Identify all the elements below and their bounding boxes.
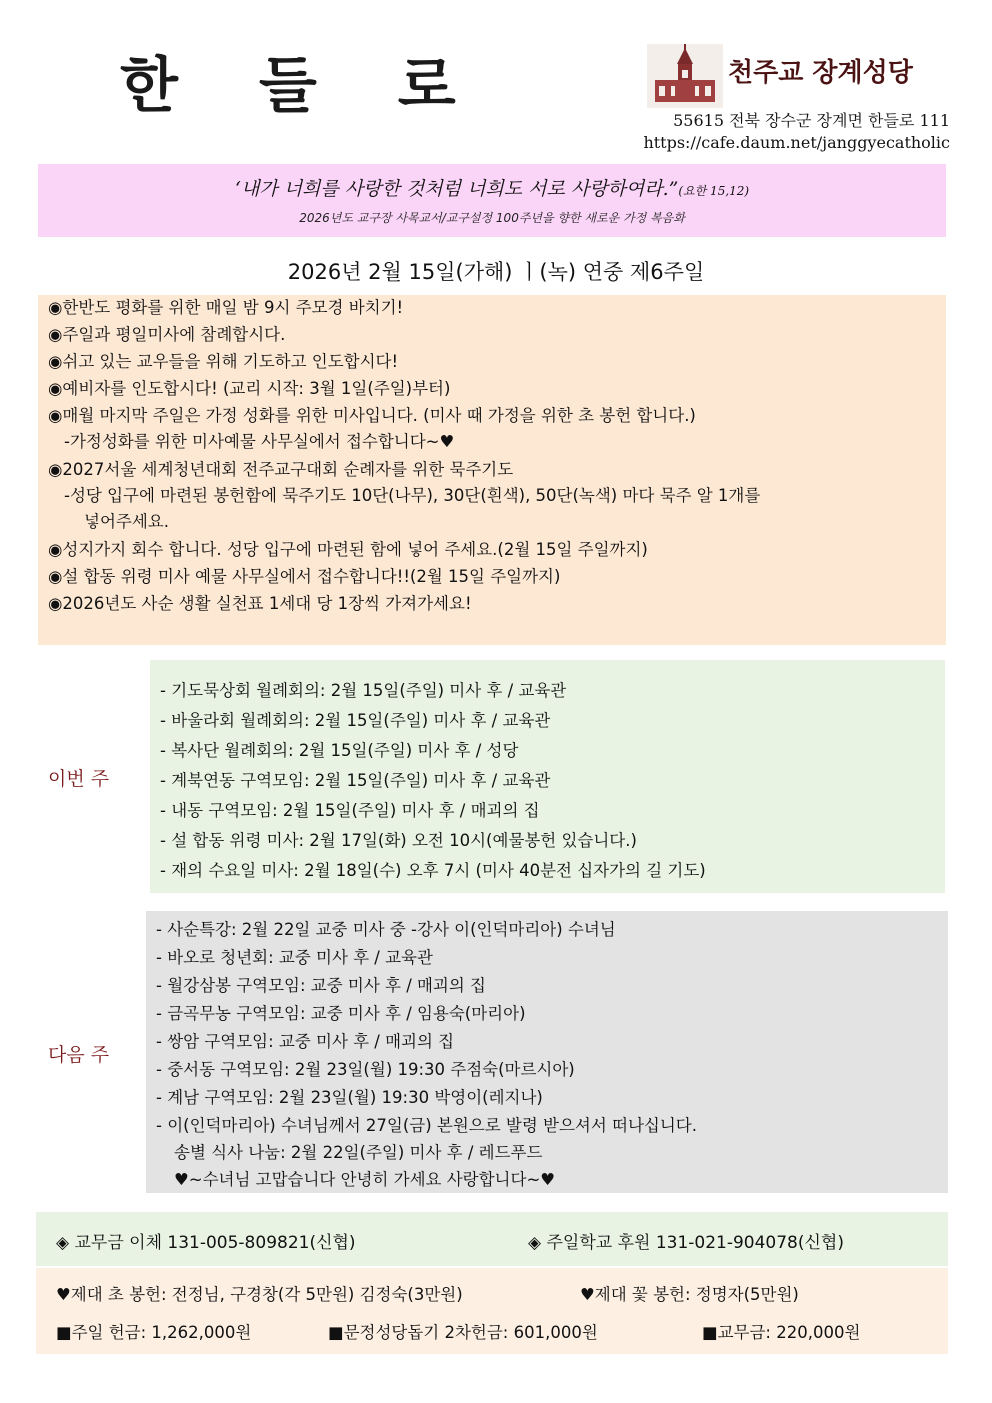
bible-verse bbox=[38, 174, 946, 201]
schedule-item: - 복사단 월례회의: 2월 15일(주일) 미사 후 / 성당 bbox=[160, 741, 519, 760]
address-block bbox=[643, 110, 950, 154]
account-section bbox=[36, 1212, 948, 1266]
sunday-school-account: ◈ 주일학교 후원 131-021-904078(신협) bbox=[528, 1233, 844, 1253]
pastoral-motto: 2026년도 교구장 사목교서/교구설정 100주년을 향한 새로운 가정 복음화 bbox=[299, 211, 685, 225]
notice-item: ◉매월 마지막 주일은 가정 성화를 위한 미사입니다. (미사 때 가정을 위한 초 봉헌 합니다.) bbox=[48, 406, 696, 425]
schedule-item: - 기도묵상회 월례회의: 2월 15일(주일) 미사 후 / 교육관 bbox=[160, 681, 567, 700]
verse-banner bbox=[38, 164, 946, 237]
verse-text: ‘내가 너희를 사랑한 것처럼 너희도 서로 사랑하여라.” bbox=[234, 178, 679, 200]
schedule-item: - 이(인덕마리아) 수녀님께서 27일(금) 본원으로 발령 받으셔서 떠나십니다. bbox=[156, 1116, 697, 1135]
notice-item: ◉한반도 평화를 위한 매일 밤 9시 주모경 바치기! bbox=[48, 298, 404, 317]
schedule-subitem: ♥~수녀님 고맙습니다 안녕히 가세요 사랑합니다~♥ bbox=[174, 1170, 556, 1189]
notice-subitem: 넣어주세요. bbox=[84, 512, 169, 531]
schedule-item: - 내동 구역모임: 2월 15일(주일) 미사 후 / 매괴의 집 bbox=[160, 801, 540, 820]
schedule-item: - 바오로 청년회: 교중 미사 후 / 교육관 bbox=[156, 948, 433, 967]
notice-section bbox=[38, 295, 946, 645]
cafe-url: https://cafe.daum.net/janggyecatholic bbox=[643, 133, 950, 152]
church-address: 55615 전북 장수군 장계면 한들로 111 bbox=[673, 111, 950, 130]
notice-item: ◉성지가지 회수 합니다. 성당 입구에 마련된 함에 넣어 주세요.(2월 15일 주일까지) bbox=[48, 540, 648, 559]
schedule-item: - 쌍암 구역모임: 교중 미사 후 / 매괴의 집 bbox=[156, 1032, 455, 1051]
notice-item: ◉주일과 평일미사에 참례합시다. bbox=[48, 325, 286, 344]
altar-candle-offering: ♥제대 초 봉헌: 전정님, 구경창(각 5만원) 김정숙(3만원) bbox=[56, 1285, 463, 1304]
schedule-item: - 계남 구역모임: 2월 23일(월) 19:30 박영이(레지나) bbox=[156, 1088, 543, 1107]
next-week-label: 다음 주 bbox=[48, 1044, 110, 1066]
this-week-schedule bbox=[150, 660, 945, 893]
notice-item: ◉2027서울 세계청년대회 전주교구대회 순례자를 위한 묵주기도 bbox=[48, 460, 514, 479]
notice-item: ◉2026년도 사순 생활 실천표 1세대 당 1장씩 가져가세요! bbox=[48, 594, 472, 613]
masthead-title: 한 들 로 bbox=[120, 51, 486, 121]
schedule-item: - 금곡무농 구역모임: 교중 미사 후 / 임용숙(마리아) bbox=[156, 1004, 526, 1023]
schedule-item: - 바울라회 월례회의: 2월 15일(주일) 미사 후 / 교육관 bbox=[160, 711, 551, 730]
offering-section bbox=[36, 1268, 948, 1354]
notice-subitem: -성당 입구에 마련된 봉헌함에 묵주기도 10단(나무), 30단(흰색), 50단(녹색) 마다 묵주 알 1개를 bbox=[64, 486, 761, 505]
notice-item: ◉설 합동 위령 미사 예물 사무실에서 접수합니다!!(2월 15일 주일까지) bbox=[48, 567, 561, 586]
schedule-item: - 월강삼봉 구역모임: 교중 미사 후 / 매괴의 집 bbox=[156, 976, 486, 995]
schedule-subitem: 송별 식사 나눔: 2월 22일(주일) 미사 후 / 레드푸드 bbox=[174, 1143, 543, 1162]
verse-reference: (요한 15,12) bbox=[678, 184, 750, 198]
diocese-dues-total: ■교무금: 220,000원 bbox=[702, 1323, 861, 1342]
schedule-item: - 계북연동 구역모임: 2월 15일(주일) 미사 후 / 교육관 bbox=[160, 771, 551, 790]
schedule-item: - 중서동 구역모임: 2월 23일(월) 19:30 주점숙(마르시아) bbox=[156, 1060, 575, 1079]
diocese-dues-account: ◈ 교무금 이체 131-005-809821(신협) bbox=[56, 1233, 356, 1253]
next-week-schedule bbox=[146, 911, 948, 1193]
liturgical-date: 2026년 2월 15일(가해) ㅣ(녹) 연중 제6주일 bbox=[287, 260, 705, 284]
notice-subitem: -가정성화를 위한 미사예물 사무실에서 접수합니다~♥ bbox=[64, 432, 455, 451]
notice-item: ◉예비자를 인도합시다! (교리 시작: 3월 1일(주일)부터) bbox=[48, 379, 451, 398]
schedule-item: - 사순특강: 2월 22일 교중 미사 중 -강사 이(인덕마리아) 수녀님 bbox=[156, 920, 616, 939]
schedule-item: - 재의 수요일 미사: 2월 18일(수) 오후 7시 (미사 40분전 십자가의 길 기도) bbox=[160, 861, 706, 880]
church-name: 천주교 장계성당 bbox=[728, 58, 913, 88]
altar-flower-offering: ♥제대 꽃 봉헌: 정명자(5만원) bbox=[580, 1285, 799, 1304]
sunday-collection: ■주일 헌금: 1,262,000원 bbox=[56, 1323, 252, 1342]
this-week-label: 이번 주 bbox=[48, 768, 110, 790]
notice-item: ◉쉬고 있는 교우들을 위해 기도하고 인도합시다! bbox=[48, 352, 399, 371]
schedule-item: - 설 합동 위령 미사: 2월 17일(화) 오전 10시(예물봉헌 있습니다.) bbox=[160, 831, 637, 850]
second-collection: ■문정성당돕기 2차헌금: 601,000원 bbox=[328, 1323, 598, 1342]
